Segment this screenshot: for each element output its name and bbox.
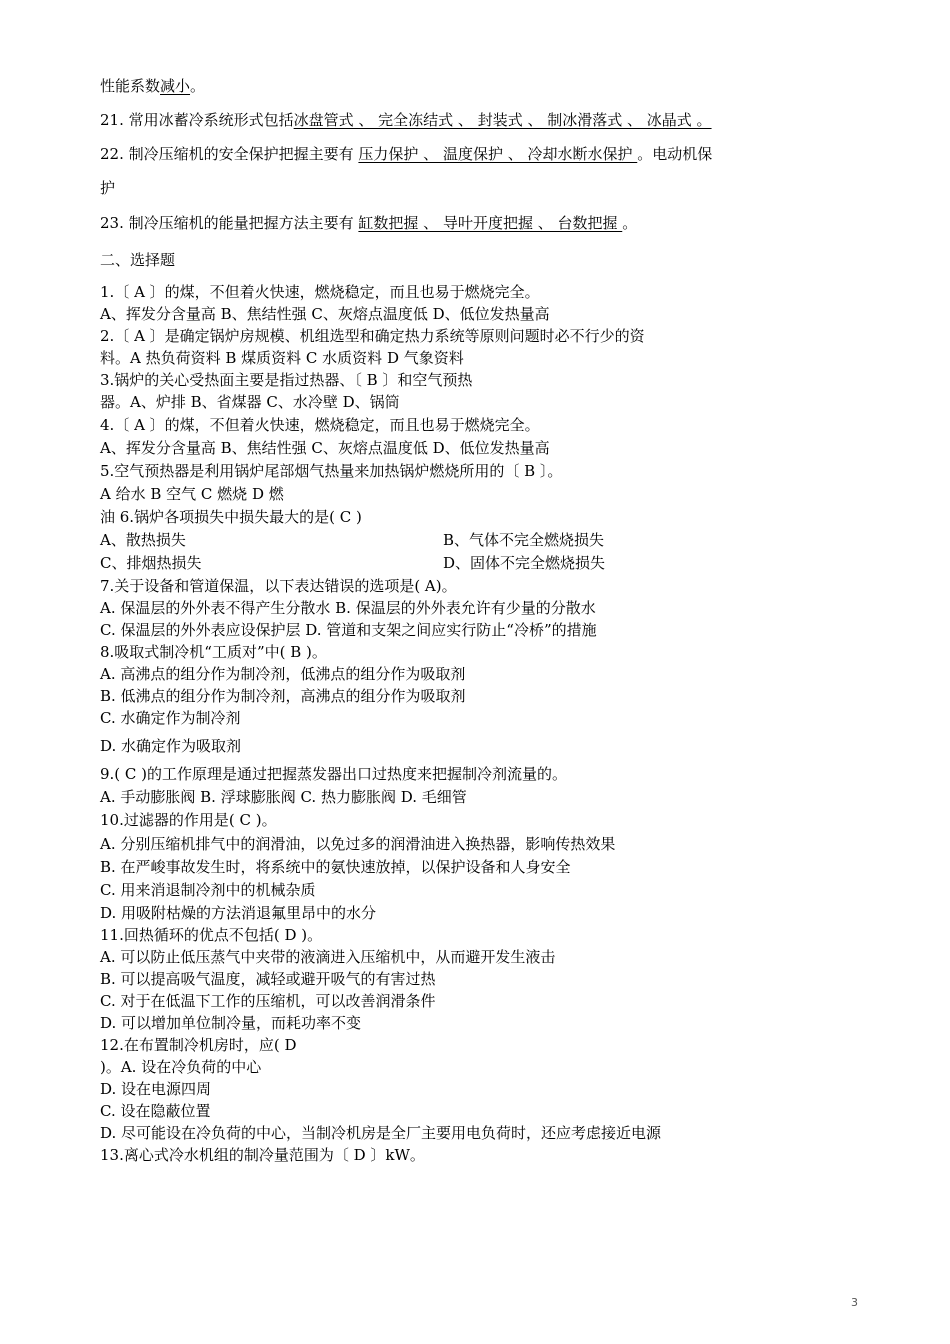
text-line: 3.锅炉的关心受热面主要是指过热器、〔 B 〕和空气预热 (100, 371, 473, 389)
fill-item-20-end (100, 76, 205, 96)
fill-item-21 (100, 110, 712, 130)
text-line: A. 高沸点的组分作为制冷剂，低沸点的组分作为吸取剂 (100, 665, 466, 683)
text-line: 12.在布置制冷机房时，应( D (100, 1036, 297, 1054)
fill-answer: 减小 (160, 77, 191, 95)
text-line: D. 设在电源四周 (100, 1080, 212, 1098)
text-line: B. 低沸点的组分作为制冷剂，高沸点的组分作为吸取剂 (100, 687, 466, 705)
text-line: 油 6.锅炉各项损失中损失最大的是( C ) (100, 508, 362, 526)
text-line: 1.〔 A 〕的煤，不但着火快速，燃烧稳定，而且也易于燃烧完全。 (100, 283, 540, 301)
text-line: C. 设在隐蔽位置 (100, 1102, 211, 1120)
fill-prefix: 22. 制冷压缩机的安全保护把握主要有 (100, 145, 359, 163)
fill-item-22-cont: 护 (100, 179, 116, 197)
fill-answer: 冰盘管式 、 完全冻结式 、 封装式 、 制冰滑落式 、 冰晶式 。 (293, 111, 712, 129)
text-line: C、排烟热损失 (100, 554, 202, 572)
text-line: 9.( C )的工作原理是通过把握蒸发器出口过热度来把握制冷剂流量的。 (100, 765, 568, 783)
text-line: 11.回热循环的优点不包括( D )。 (100, 926, 323, 944)
text-line: 8.吸取式制冷机“工质对”中( B )。 (100, 643, 327, 661)
fill-answer: 压力保护 、 温度保护 、 冷却水断水保护 (358, 145, 638, 163)
text-line: 料。A 热负荷资料 B 煤质资料 C 水质资料 D 气象资料 (100, 349, 464, 367)
fill-answer: 缸数把握 、 导叶开度把握 、 台数把握 (358, 214, 623, 232)
text-line: A. 可以防止低压蒸气中夹带的液滴进入压缩机中，从而避开发生液击 (100, 948, 556, 966)
text-line: B. 可以提高吸气温度，减轻或避开吸气的有害过热 (100, 970, 436, 988)
text-line: A、散热损失 (100, 531, 186, 549)
text-line: )。A. 设在冷负荷的中心 (100, 1058, 262, 1076)
text-line: A、挥发分含量高 B、焦结性强 C、灰熔点温度低 D、低位发热量高 (100, 439, 550, 457)
text-line: B. 在严峻事故发生时，将系统中的氨快速放掉，以保护设备和人身安全 (100, 858, 571, 876)
fill-suffix: 。 (190, 77, 206, 95)
text-line: 2.〔 A 〕是确定锅炉房规模、机组选型和确定热力系统等原则问题时必不行少的资 (100, 327, 645, 345)
text-line: 13.离心式冷水机组的制冷量范围为〔 D 〕kW。 (100, 1146, 425, 1164)
text-line: 7.关于设备和管道保温，以下表达错误的选项是( A)。 (100, 577, 457, 595)
section-title: 二、选择题 (100, 251, 176, 269)
fill-prefix: 性能系数 (100, 77, 161, 95)
text-line: C. 水确定作为制冷剂 (100, 709, 241, 727)
text-line: A 给水 B 空气 C 燃烧 D 燃 (100, 485, 284, 503)
fill-prefix: 23. 制冷压缩机的能量把握方法主要有 (100, 214, 359, 232)
fill-suffix: 。电动机保 (637, 145, 713, 163)
text-line: C. 用来消退制冷剂中的机械杂质 (100, 881, 316, 899)
text-line: A. 手动膨胀阀 B. 浮球膨胀阀 C. 热力膨胀阀 D. 毛细管 (100, 788, 467, 806)
text-line: B、气体不完全燃烧损失 (443, 531, 605, 549)
text-line: D. 水确定作为吸取剂 (100, 737, 242, 755)
text-line: 4.〔 A 〕的煤，不但着火快速，燃烧稳定，而且也易于燃烧完全。 (100, 416, 540, 434)
text-line: 器。A、炉排 B、省煤器 C、水冷壁 D、锅筒 (100, 393, 400, 411)
page-number: 3 (851, 1296, 858, 1309)
text-line: D. 可以增加单位制冷量，而耗功率不变 (100, 1014, 362, 1032)
text-line: A. 保温层的外外表不得产生分散水 B. 保温层的外外表允许有少量的分散水 (100, 599, 596, 617)
text-line: C. 保温层的外外表应设保护层 D. 管道和支架之间应实行防止“冷桥”的措施 (100, 621, 597, 639)
fill-prefix: 21. 常用冰蓄冷系统形式包括 (100, 111, 294, 129)
text-line: A. 分别压缩机排气中的润滑油，以免过多的润滑油进入换热器，影响传热效果 (100, 835, 616, 853)
fill-item-22 (100, 144, 712, 164)
text-line: 5.空气预热器是利用锅炉尾部烟气热量来加热锅炉燃烧所用的〔 B 〕。 (100, 462, 563, 480)
text-line: D、固体不完全燃烧损失 (443, 554, 606, 572)
fill-suffix: 。 (622, 214, 638, 232)
text-line: D. 尽可能设在冷负荷的中心，当制冷机房是全厂主要用电负荷时，还应考虑接近电源 (100, 1124, 662, 1142)
text-line: A、挥发分含量高 B、焦结性强 C、灰熔点温度低 D、低位发热量高 (100, 305, 550, 323)
text-line: D. 用吸附枯燥的方法消退氟里昂中的水分 (100, 904, 377, 922)
text-line: 10.过滤器的作用是( C )。 (100, 811, 277, 829)
text-line: C. 对于在低温下工作的压缩机，可以改善润滑条件 (100, 992, 436, 1010)
fill-item-23 (100, 213, 637, 233)
